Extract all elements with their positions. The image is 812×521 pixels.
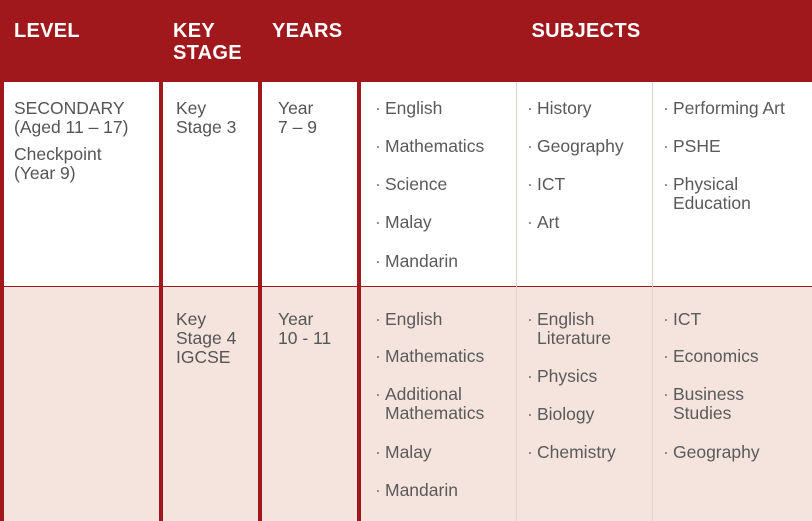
header-level-label: LEVEL	[14, 20, 80, 42]
bullet-icon: ·	[527, 404, 533, 424]
subject-item: · English	[375, 98, 443, 118]
subject-item: · Physics	[527, 366, 598, 386]
bullet-icon: ·	[663, 309, 669, 329]
row1-years	[278, 99, 317, 137]
bullet-icon: ·	[663, 98, 669, 118]
bullet-icon: ·	[527, 212, 533, 232]
bullet-icon: ·	[527, 98, 533, 118]
bullet-icon: ·	[527, 366, 533, 386]
row2-years	[278, 310, 331, 348]
subjects-divider-2	[652, 82, 653, 521]
subject-item: · Biology	[527, 404, 595, 424]
row1-key-stage	[176, 99, 236, 137]
row1-key-stage-line1: Key	[176, 98, 207, 118]
subject-item: · Business Studies	[663, 384, 745, 423]
row2-years-line2: 10 - 11	[278, 328, 332, 348]
subject-item: · Geography	[527, 136, 624, 156]
header-years-label: YEARS	[272, 20, 343, 42]
bullet-icon: ·	[375, 136, 381, 156]
subject-item: · English Literature	[527, 309, 611, 348]
bullet-icon: ·	[663, 136, 669, 156]
row2-key-stage	[176, 310, 236, 367]
bullet-icon: ·	[663, 174, 669, 194]
header-level	[14, 20, 80, 50]
subject-item: · English	[375, 309, 443, 329]
subject-item: · Mandarin	[375, 251, 458, 271]
bullet-icon: ·	[375, 174, 381, 194]
subject-item: · Mathematics	[375, 136, 485, 156]
row1-level-line4: (Year 9)	[14, 163, 76, 183]
row1-level-line2: (Aged 11 – 17)	[14, 117, 129, 137]
bullet-icon: ·	[527, 136, 533, 156]
subject-item: · Mandarin	[375, 480, 458, 500]
subject-item: · Mathematics	[375, 346, 485, 366]
row2-years-line1: Year	[278, 309, 314, 329]
row2-key-stage-line2: Stage 4	[176, 328, 237, 348]
bullet-icon: ·	[527, 174, 533, 194]
subject-item: · ICT	[663, 309, 702, 329]
bullet-icon: ·	[663, 346, 669, 366]
bullet-icon: ·	[375, 98, 381, 118]
bullet-icon: ·	[375, 480, 381, 500]
header-years	[272, 20, 342, 50]
bullet-icon: ·	[663, 384, 669, 404]
bullet-icon: ·	[375, 442, 381, 462]
bullet-icon: ·	[375, 384, 381, 404]
subject-item: · PSHE	[663, 136, 721, 156]
row1-key-stage-line2: Stage 3	[176, 117, 237, 137]
subjects-divider-1	[516, 82, 517, 521]
row2-key-stage-line1: Key	[176, 309, 207, 329]
bullet-icon: ·	[375, 212, 381, 232]
subject-item: · Economics	[663, 346, 759, 366]
bullet-icon: ·	[663, 442, 669, 462]
bullet-icon: ·	[375, 346, 381, 366]
row2-level-cell	[4, 287, 159, 521]
subject-item: · Malay	[375, 442, 432, 462]
subject-item: · Art	[527, 212, 560, 232]
subject-item: · Geography	[663, 442, 760, 462]
row1-level-line1: SECONDARY	[14, 98, 125, 118]
subject-item: · Chemistry	[527, 442, 616, 462]
bullet-icon: ·	[375, 251, 381, 271]
bullet-icon: ·	[527, 442, 533, 462]
subject-item: · ICT	[527, 174, 566, 194]
row1-years-line2: 7 – 9	[278, 117, 317, 137]
row1-level-line3: Checkpoint	[14, 144, 102, 164]
header-key-stage	[173, 20, 242, 70]
header-key-stage-line2: STAGE	[173, 42, 242, 64]
header-subjects-label: SUBJECTS	[531, 20, 641, 42]
header-subjects	[360, 20, 812, 50]
subject-item: · Malay	[375, 212, 432, 232]
bullet-icon: ·	[527, 309, 533, 329]
row2-key-stage-line3: IGCSE	[176, 347, 231, 367]
row1-years-line1: Year	[278, 98, 314, 118]
header-key-stage-line1: KEY	[173, 20, 216, 42]
row1-level	[14, 99, 128, 183]
subject-item: · Science	[375, 174, 448, 194]
subject-item: · Physical Education	[663, 174, 751, 213]
subject-item: · Additional Mathematics	[375, 384, 485, 423]
subject-item: · History	[527, 98, 592, 118]
subject-item: · Performing Art	[663, 98, 785, 118]
bullet-icon: ·	[375, 309, 381, 329]
